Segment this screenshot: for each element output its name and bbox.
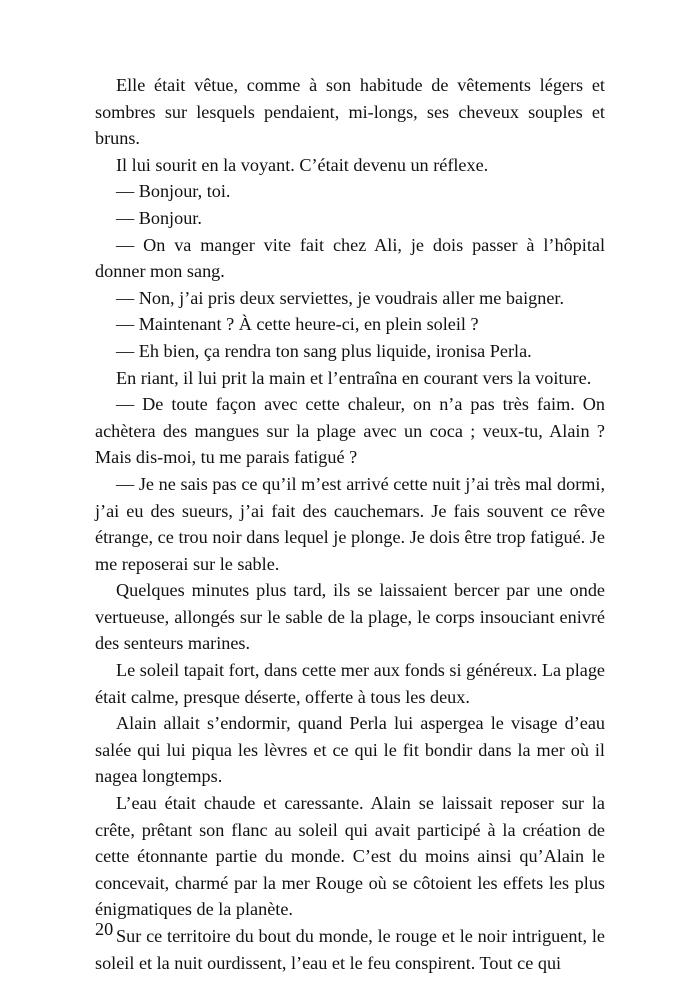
paragraph: — De toute façon avec cette chaleur, on n’a pas très faim. On achètera des mangues sur la plage avec un coca ; veux-tu, Alain ? Mais dis-moi, tu me parais fatigué ? (95, 394, 605, 468)
paragraph: — Bonjour, toi. (116, 181, 231, 202)
paragraph: Elle était vêtue, comme à son habitude de vêtements légers et sombres sur lesquels pendaient, mi-longs, ses cheveux souples et bruns. (95, 75, 605, 149)
paragraph: — Bonjour. (116, 207, 202, 228)
paragraph: Le soleil tapait fort, dans cette mer aux fonds si généreux. La plage était calme, presque déserte, offerte à tous les deux. (95, 660, 605, 707)
paragraph: L’eau était chaude et caressante. Alain se laissait reposer sur la crête, prêtant son flanc au soleil qui avait participé à la création de cette étonnante partie du monde. C’est du moins ainsi qu’Alain le concevait, charmé par la mer Rouge où se côtoient les effets les plus énigmatiques de la planète. (95, 793, 605, 920)
paragraph: — On va manger vite fait chez Ali, je dois passer à l’hôpital donner mon sang. (95, 234, 605, 282)
paragraph: Alain allait s’endormir, quand Perla lui aspergea le visage d’eau salée qui lui piqua les lèvres et ce qui le fit bondir dans la mer où il nagea longtemps. (95, 713, 605, 787)
paragraph: — Non, j’ai pris deux serviettes, je voudrais aller me baigner. (116, 287, 564, 308)
page-number: 20 (95, 919, 114, 939)
paragraph: — Je ne sais pas ce qu’il m’est arrivé cette nuit j’ai très mal dormi, j’ai eu des sueurs, j’ai fait des cauchemars. Je fais souvent ce rêve étrange, ce trou noir dans lequel je plonge. Je dois être trop fatigué. Je me reposerai sur le sable. (95, 473, 605, 574)
paragraph: Sur ce territoire du bout du monde, le rouge et le noir intriguent, le soleil et la nuit ourdissent, l’eau et le feu conspirent. Tout ce qui (95, 926, 605, 973)
paragraph: Quelques minutes plus tard, ils se laissaient bercer par une onde vertueuse, allongés sur le sable de la plage, le corps insouciant enivré des senteurs marines. (95, 580, 605, 654)
paragraph: — Eh bien, ça rendra ton sang plus liquide, ironisa Perla. (116, 340, 532, 361)
paragraph: En riant, il lui prit la main et l’entraîna en courant vers la voiture. (116, 367, 592, 388)
paragraph: Il lui sourit en la voyant. C’était devenu un réflexe. (116, 154, 489, 175)
paragraph: — Maintenant ? À cette heure-ci, en plein soleil ? (116, 314, 479, 335)
body-text (95, 72, 605, 976)
